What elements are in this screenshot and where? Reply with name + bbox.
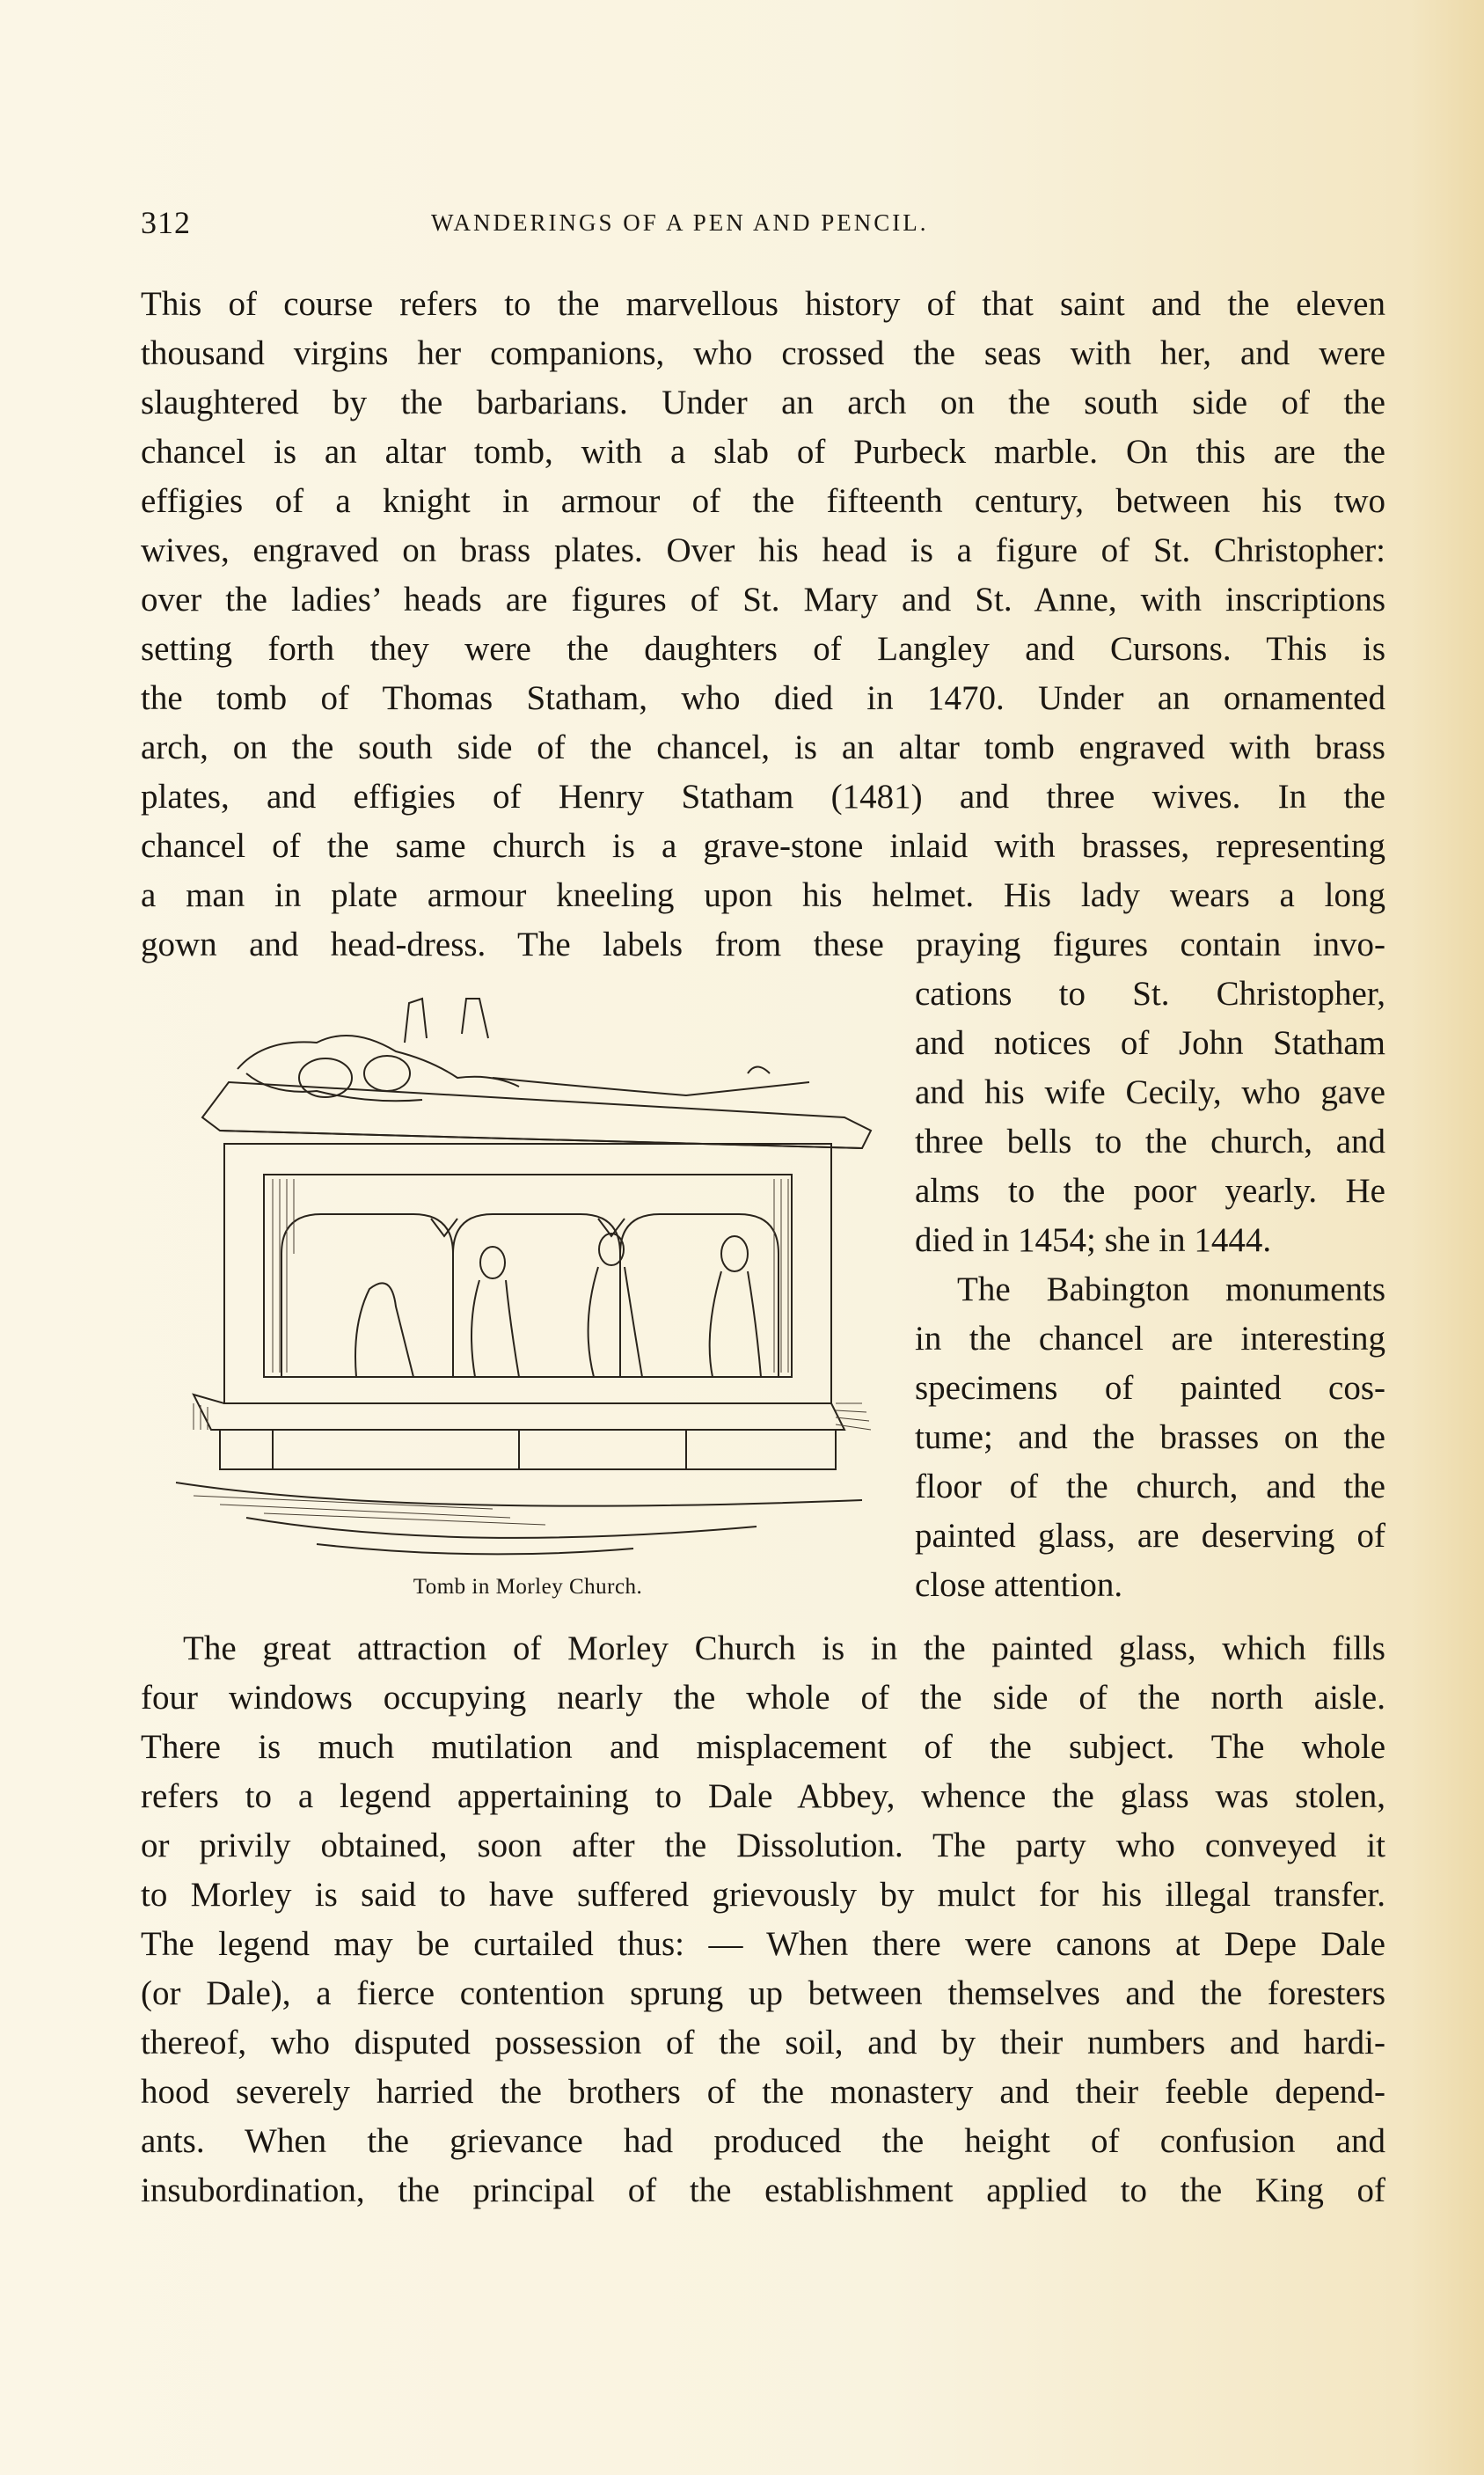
text-line: thereof, who disputed possession of the soil, and by their numbers and hardi- <box>141 2024 1385 2061</box>
side-text-line: alms to the poor yearly. He <box>915 1172 1385 1210</box>
text-line: a man in plate armour kneeling upon his helmet. His lady wears a long <box>141 876 1385 914</box>
text-line: over the ladies’ heads are figures of St. Mary and St. Anne, with inscriptions <box>141 581 1385 619</box>
tomb-illustration <box>141 990 897 1588</box>
text-line: chancel is an altar tomb, with a slab of Purbeck marble. On this are the <box>141 433 1385 471</box>
page-number: 312 <box>141 205 191 240</box>
side-text-line: died in 1454; she in 1444. <box>915 1221 1272 1259</box>
side-text-line: three bells to the church, and <box>915 1123 1385 1161</box>
side-text-line: and his wife Cecily, who gave <box>915 1073 1385 1111</box>
text-line: ants. When the grievance had produced the height of confusion and <box>141 2122 1385 2160</box>
page-header <box>141 204 1385 248</box>
running-head: WANDERINGS OF A PEN AND PENCIL. <box>431 209 929 236</box>
text-line: setting forth they were the daughters of Langley and Cursons. This is <box>141 630 1385 668</box>
text-line: thousand virgins her companions, who crossed the seas with her, and were <box>141 334 1385 372</box>
side-text-line: tume; and the brasses on the <box>915 1418 1385 1456</box>
text-line: four windows occupying nearly the whole of the side of the north aisle. <box>141 1679 1385 1717</box>
side-text-line: close attention. <box>915 1566 1123 1604</box>
text-line: or privily obtained, soon after the Dissolution. The party who conveyed it <box>141 1827 1385 1864</box>
text-line: the tomb of Thomas Statham, who died in 1470. Under an ornamented <box>141 679 1385 717</box>
text-line: wives, engraved on brass plates. Over his head is a figure of St. Christopher: <box>141 531 1385 569</box>
text-line: The legend may be curtailed thus: — When there were canons at Depe Dale <box>141 1925 1385 1963</box>
text-line: This of course refers to the marvellous history of that saint and the eleven <box>141 285 1385 323</box>
text-line: arch, on the south side of the chancel, is an altar tomb engraved with brass <box>141 729 1385 766</box>
text-line: hood severely harried the brothers of the monastery and their feeble depend- <box>141 2073 1385 2111</box>
text-line: slaughtered by the barbarians. Under an arch on the south side of the <box>141 384 1385 421</box>
tomb-engraving <box>141 990 897 1588</box>
side-text-line: floor of the church, and the <box>915 1468 1385 1505</box>
text-line: insubordination, the principal of the establishment applied to the King of <box>141 2171 1385 2209</box>
text-line: to Morley is said to have suffered grievously by mulct for his illegal transfer. <box>141 1876 1385 1914</box>
text-line: There is much mutilation and misplacement of the subject. The whole <box>141 1728 1385 1766</box>
side-text-line: specimens of painted cos- <box>915 1369 1385 1407</box>
side-text-line: painted glass, are deserving of <box>915 1517 1385 1555</box>
text-line: refers to a legend appertaining to Dale Abbey, whence the glass was stolen, <box>141 1777 1385 1815</box>
side-text-line: The Babington monuments <box>957 1270 1385 1308</box>
text-line: (or Dale), a fierce contention sprung up between themselves and the foresters <box>141 1974 1385 2012</box>
text-line: chancel of the same church is a grave-stone inlaid with brasses, representing <box>141 827 1385 865</box>
side-text-line: and notices of John Statham <box>915 1024 1385 1062</box>
figure-caption: Tomb in Morley Church. <box>413 1575 643 1599</box>
side-text-line: cations to St. Christopher, <box>915 975 1385 1013</box>
text-line: gown and head-dress. The labels from these praying figures contain invo- <box>141 926 1385 963</box>
text-line: effigies of a knight in armour of the fifteenth century, between his two <box>141 482 1385 520</box>
text-line: The great attraction of Morley Church is in the painted glass, which fills <box>183 1629 1385 1667</box>
text-line: plates, and effigies of Henry Statham (1481) and three wives. In the <box>141 778 1385 816</box>
side-text-line: in the chancel are interesting <box>915 1320 1385 1358</box>
